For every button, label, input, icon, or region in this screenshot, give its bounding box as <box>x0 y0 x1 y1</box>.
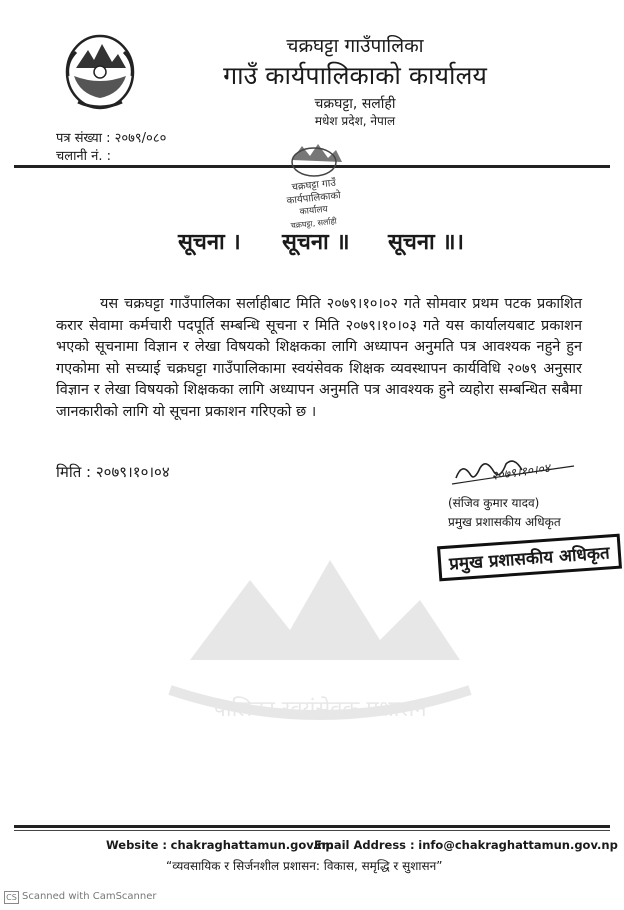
website-label: Website : <box>106 838 167 852</box>
signature-date: २०७९।१०।०४ <box>490 460 551 483</box>
watermark-emblem <box>150 540 490 730</box>
dispatch-number: चलानी नं. : <box>56 149 112 164</box>
government-emblem-icon <box>62 32 138 112</box>
footer-divider-thin <box>14 830 610 831</box>
email-label: Email Address : <box>314 838 415 852</box>
notice-title-1: सूचना । <box>178 230 241 255</box>
letter-number: पत्र संख्या : २०७९/०८० <box>56 131 167 146</box>
notice-title-3: सूचना ॥। <box>388 230 464 255</box>
footer-email <box>314 838 618 852</box>
footer-motto: “व्यवसायिक र सिर्जनशील प्रशासन: विकास, समृद्धि र सुशासन” <box>166 859 443 873</box>
footer-divider <box>14 825 610 828</box>
stamp-line-3: कार्यालय <box>299 204 329 218</box>
stamp-line-1: चक्रघट्टा गाउँ <box>291 177 337 194</box>
signer-name: (संजिव कुमार यादव) <box>448 496 540 510</box>
email-link[interactable]: info@chakraghattamun.gov.np <box>418 838 618 852</box>
office-stamp <box>262 140 366 234</box>
notice-title-2: सूचना ॥ <box>282 230 350 255</box>
scanner-watermark <box>4 891 157 904</box>
designation-seal: प्रमुख प्रशासकीय अधिकृत <box>437 534 622 582</box>
website-link[interactable]: chakraghattamun.gov.np <box>170 838 334 852</box>
stamp-line-4: चक्रघट्टा, सर्लाही <box>290 216 338 231</box>
signer-title: प्रमुख प्रशासकीय अधिकृत <box>448 515 561 529</box>
stamp-line-2: कार्यपालिकाको <box>286 190 342 207</box>
handwritten-signature <box>444 450 584 492</box>
office-province: मधेश प्रदेश, नेपाल <box>314 114 396 128</box>
notice-body: यस चक्रघट्टा गाउँपालिका सर्लाहीबाट मिति २०७९।१०।०२ गते सोमवार प्रथम पटक प्रकाशित करार सेवामा कर्मचारी पदपूर्ति सम्बन्धि सूचना र मिति २०७९।१०।०३ गते यस कार्यालयबाट प्रकाशन भएको सूचनामा विज्ञान र लेखा विषयको शिक्षकका लागि अध्यापन अनुमति पत्र आवश्यक नहुने हुन गएकोमा सो सच्याई चक्रघट्टा गाउँपालिकामा स्वयंसेवक शिक्षक व्यवस्थापन कार्यविधि २०७९ अनुसार विज्ञान र लेखा विषयको शिक्षकका लागि अध्यापन अनुमति पत्र आवश्यक हुने व्यहोरा सम्बन्धित सबैमा जानकारीको लागि यो सूचना प्रकाशन गरिएको छ । <box>56 296 582 420</box>
camscanner-icon: CS <box>4 891 19 904</box>
notice-date: मिति : २०७९।१०।०४ <box>56 463 170 481</box>
office-title: गाउँ कार्यपालिकाको कार्यालय <box>223 61 487 90</box>
office-location: चक्रघट्टा, सर्लाही <box>314 96 396 112</box>
footer-website <box>106 838 334 852</box>
watermark-text: पालिका स्वयंसेवक प्रशासन <box>213 697 427 722</box>
scanner-text: Scanned with CamScanner <box>22 891 157 902</box>
municipality-name: चक्रघट्टा गाउँपालिका <box>286 35 424 57</box>
